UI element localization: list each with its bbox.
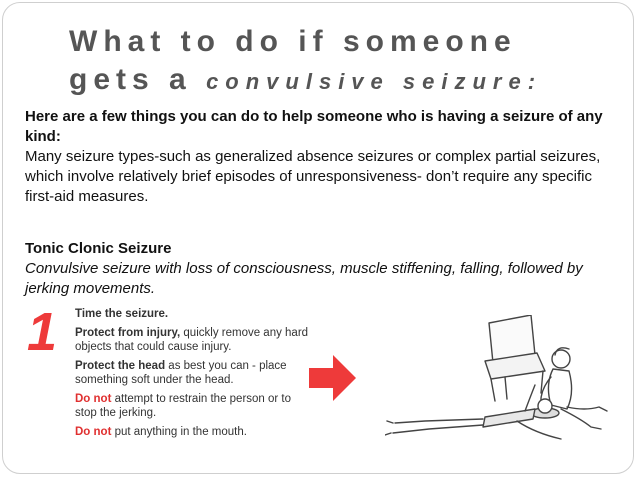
title-line-2-plain: gets a bbox=[69, 63, 192, 96]
step-item bbox=[75, 425, 311, 439]
step-item-strong: Time the seizure. bbox=[75, 308, 169, 320]
first-aid-illustration bbox=[385, 315, 621, 451]
step-item-rest: as best you can - place something soft under the head. bbox=[75, 360, 287, 386]
step-item-rest: quickly remove any hard objects that could cause injury. bbox=[75, 327, 309, 353]
step-item bbox=[75, 307, 311, 321]
step-item-strong: Protect from injury, bbox=[75, 327, 181, 339]
step-item-rest: put anything in the mouth. bbox=[111, 426, 247, 438]
lead-text: Here are a few things you can do to help someone who is having a seizure of any kind: bbox=[25, 108, 603, 145]
step-item-warning: Do not bbox=[75, 393, 112, 405]
step-item bbox=[75, 326, 311, 354]
step-item bbox=[75, 359, 311, 387]
step-number: 1 bbox=[27, 302, 58, 362]
right-arrow-icon bbox=[309, 355, 357, 401]
step-item-warning: Do not bbox=[75, 426, 112, 438]
title-line-1: What to do if someone bbox=[69, 25, 517, 58]
description-text: Many seizure types-such as generalized absence seizures or complex partial seizures, which involve relatively brief episodes of unresponsiveness- don’t require any specific first-aid measures. bbox=[25, 148, 601, 205]
title-line-2-italic: convulsive seizure: bbox=[206, 69, 543, 94]
page-title bbox=[69, 23, 629, 101]
tonic-description: Convulsive seizure with loss of consciousness, muscle stiffening, falling, followed by jerking movements. bbox=[25, 260, 583, 297]
step-item-strong: Protect the head bbox=[75, 360, 166, 372]
title-line-2 bbox=[69, 61, 629, 101]
step-item bbox=[75, 392, 311, 420]
tonic-heading: Tonic Clonic Seizure bbox=[25, 240, 172, 257]
step-item-rest: attempt to restrain the person or to stop the jerking. bbox=[75, 393, 292, 419]
slide bbox=[2, 2, 634, 474]
step-list bbox=[75, 307, 311, 444]
